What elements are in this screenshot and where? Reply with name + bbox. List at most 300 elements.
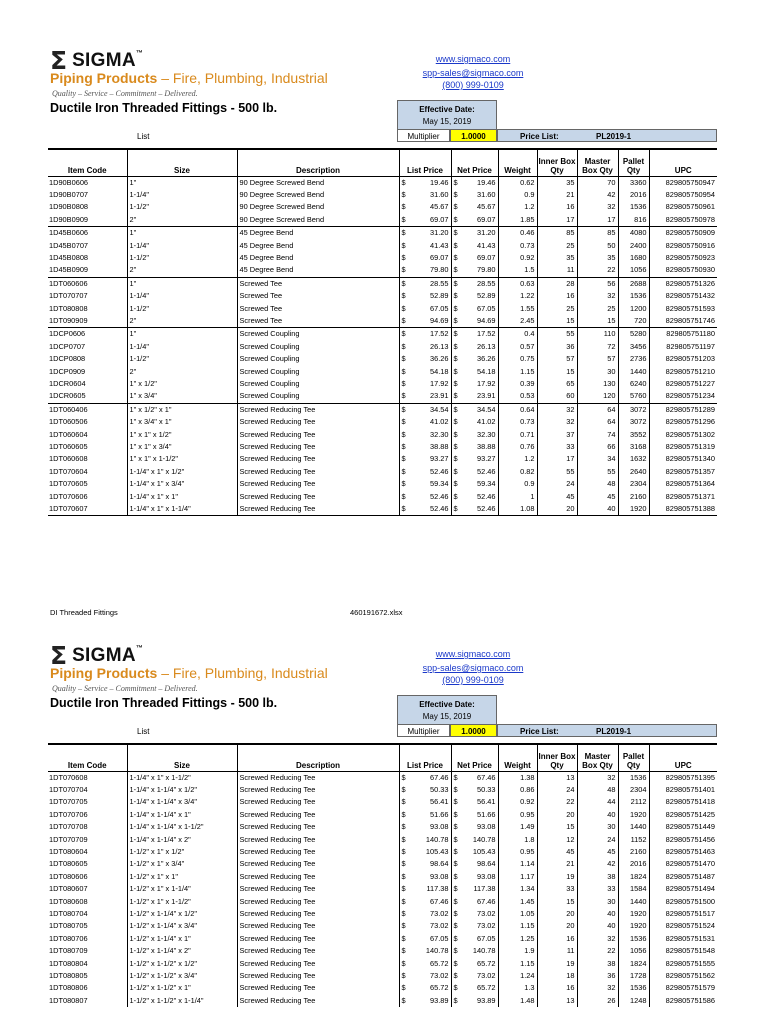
price-value: 34.54 [430, 404, 449, 414]
price-value: 23.91 [477, 391, 496, 401]
cell-inner-box-qty: 65 [537, 378, 577, 390]
currency-symbol: $ [453, 442, 458, 452]
cell-pallet-qty: 2688 [618, 277, 649, 290]
price-value: 28.55 [477, 278, 496, 288]
cell-description: Screwed Reducing Tee [237, 784, 399, 796]
cell-pallet-qty: 1824 [618, 871, 649, 883]
col-header-weight: Weight [498, 149, 537, 176]
currency-symbol: $ [401, 822, 406, 832]
table-row [48, 353, 717, 365]
cell-description: Screwed Reducing Tee [237, 995, 399, 1007]
cell-inner-box-qty: 35 [537, 252, 577, 264]
cell-inner-box-qty: 11 [537, 945, 577, 957]
table-row [48, 821, 717, 833]
cell-inner-box-qty: 15 [537, 366, 577, 378]
cell-description: Screwed Coupling [237, 328, 399, 341]
multiplier-value[interactable]: 1.0000 [450, 129, 497, 142]
price-value: 26.13 [430, 341, 449, 351]
cell-upc: 829805750947 [649, 176, 717, 189]
price-value: 67.46 [477, 896, 496, 906]
cell-weight: 0.82 [498, 466, 537, 478]
cell-list-price [399, 846, 451, 858]
cell-upc: 829805751302 [649, 429, 717, 441]
currency-symbol: $ [453, 896, 458, 906]
table-row [48, 176, 717, 189]
cell-size: 1-1/2" x 1-1/4" x 2" [127, 945, 237, 957]
cell-master-box-qty: 32 [577, 290, 618, 302]
cell-upc: 829805751456 [649, 834, 717, 846]
col-header-weight: Weight [498, 744, 537, 771]
currency-symbol: $ [401, 834, 406, 844]
cell-upc: 829805751326 [649, 277, 717, 290]
cell-size: 1-1/4" x 1-1/4" x 2" [127, 834, 237, 846]
cell-item-code: 1DT070704 [49, 784, 88, 794]
cell-master-box-qty: 64 [577, 416, 618, 428]
cell-size: 1" x 1/2" [127, 378, 237, 390]
price-value: 32.30 [430, 429, 449, 439]
phone-link[interactable]: (800) 999-0109 [442, 80, 504, 90]
table-row [48, 945, 717, 957]
cell-net-price [451, 303, 498, 315]
cell-pallet-qty: 2304 [618, 478, 649, 490]
cell-list-price [399, 858, 451, 870]
cell-description: Screwed Reducing Tee [237, 821, 399, 833]
price-value: 59.34 [430, 479, 449, 489]
cell-list-price [399, 871, 451, 883]
cell-size: 1-1/2" x 1-1/4" x 3/4" [127, 920, 237, 932]
cell-weight: 0.4 [498, 328, 537, 341]
cell-net-price [451, 466, 498, 478]
cell-upc: 829805751463 [649, 846, 717, 858]
price-value: 73.02 [477, 971, 496, 980]
price-value: 79.80 [430, 265, 449, 275]
table-header-row [48, 149, 717, 176]
table-row [48, 933, 717, 945]
cell-master-box-qty: 22 [577, 264, 618, 277]
cell-list-price [399, 378, 451, 390]
cell-net-price [451, 958, 498, 970]
currency-symbol: $ [401, 933, 406, 943]
trademark: ™ [135, 645, 144, 652]
table-row [48, 264, 717, 277]
cell-weight: 1.45 [498, 896, 537, 908]
price-list-value: PL2019-1 [596, 132, 632, 141]
currency-symbol: $ [453, 202, 458, 212]
currency-symbol: $ [453, 291, 458, 301]
currency-symbol: $ [453, 504, 458, 514]
cell-master-box-qty: 44 [577, 796, 618, 808]
cell-master-box-qty: 17 [577, 214, 618, 227]
table-row [48, 846, 717, 858]
currency-symbol: $ [453, 417, 458, 427]
cell-description: Screwed Reducing Tee [237, 920, 399, 932]
cell-description: 90 Degree Screwed Bend [237, 189, 399, 201]
product-line-rest: – Fire, Plumbing, Industrial [157, 70, 328, 86]
cell-item-code: 1DT070608 [49, 772, 88, 782]
cell-description: Screwed Coupling [237, 366, 399, 378]
currency-symbol: $ [401, 466, 406, 476]
currency-symbol: $ [453, 366, 458, 376]
cell-item-code: 1DT060406 [48, 403, 127, 416]
price-value: 105.43 [472, 846, 496, 856]
cell-net-price [451, 264, 498, 277]
document-title: Ductile Iron Threaded Fittings - 500 lb. [50, 101, 278, 115]
currency-symbol: $ [453, 958, 458, 968]
cell-list-price [399, 995, 451, 1007]
cell-item-code: 1DT080706 [49, 933, 88, 943]
currency-symbol: $ [401, 958, 406, 968]
cell-master-box-qty: 15 [577, 315, 618, 328]
currency-symbol: $ [453, 228, 458, 238]
cell-size: 2" [127, 366, 237, 378]
price-value: 45.67 [430, 202, 449, 212]
cell-weight: 0.9 [498, 478, 537, 490]
price-value: 17.92 [430, 379, 449, 388]
currency-symbol: $ [401, 491, 406, 501]
currency-symbol: $ [401, 265, 406, 275]
price-value: 93.89 [430, 995, 449, 1005]
cell-description: Screwed Reducing Tee [237, 933, 399, 945]
currency-symbol: $ [453, 354, 458, 364]
product-line [50, 70, 328, 86]
cell-upc: 829805750961 [649, 201, 717, 213]
multiplier-value[interactable]: 1.0000 [450, 724, 497, 737]
effective-date-value: May 15, 2019 [422, 712, 472, 721]
cell-size: 1" x 1" x 1/2" [127, 429, 237, 441]
cell-pallet-qty: 1920 [618, 503, 649, 516]
cell-list-price [399, 883, 451, 895]
currency-symbol: $ [401, 354, 406, 364]
cell-net-price [451, 353, 498, 365]
price-value: 67.05 [477, 303, 496, 313]
cell-master-box-qty: 42 [577, 858, 618, 870]
cell-description: Screwed Reducing Tee [237, 771, 399, 784]
cell-pallet-qty: 1728 [618, 970, 649, 982]
cell-master-box-qty: 22 [577, 945, 618, 957]
currency-symbol: $ [401, 846, 406, 856]
price-value: 93.08 [430, 822, 449, 832]
cell-inner-box-qty: 60 [537, 390, 577, 403]
cell-description: Screwed Reducing Tee [237, 858, 399, 870]
col-header-size: Size [127, 744, 237, 771]
cell-item-code: 1DT070606 [49, 491, 88, 501]
price-value: 73.02 [477, 908, 496, 918]
cell-inner-box-qty: 16 [537, 201, 577, 213]
table-row [48, 982, 717, 994]
cell-item-code: 1DT070708 [49, 822, 88, 832]
cell-upc: 829805751234 [649, 390, 717, 403]
currency-symbol: $ [401, 971, 406, 980]
col-header-inner-box-qty: Inner Box Qty [537, 149, 577, 176]
col-header-inner-box-qty: Inner Box Qty [537, 744, 577, 771]
cell-weight: 0.86 [498, 784, 537, 796]
cell-inner-box-qty: 45 [537, 846, 577, 858]
cell-pallet-qty: 1536 [618, 933, 649, 945]
table-row [48, 441, 717, 453]
price-value: 93.08 [477, 822, 496, 832]
price-value: 38.88 [477, 442, 496, 452]
cell-pallet-qty: 3168 [618, 441, 649, 453]
cell-pallet-qty: 2016 [618, 189, 649, 201]
cell-inner-box-qty: 33 [537, 883, 577, 895]
price-value: 52.46 [430, 491, 449, 501]
company-name: SIGMA [72, 50, 136, 71]
cell-net-price [451, 796, 498, 808]
currency-symbol: $ [401, 379, 406, 388]
cell-master-box-qty: 30 [577, 821, 618, 833]
cell-upc: 829805751203 [649, 353, 717, 365]
col-header-master-box-qty: Master Box Qty [577, 149, 618, 176]
currency-symbol: $ [401, 859, 406, 869]
cell-item-code: 1DT060506 [49, 417, 88, 427]
cell-list-price [399, 466, 451, 478]
cell-upc: 829805751500 [649, 896, 717, 908]
col-header-master-box-qty: Master Box Qty [577, 744, 618, 771]
cell-item-code: 1DT080604 [49, 846, 88, 856]
cell-item-code: 1DT080808 [49, 303, 88, 313]
cell-description: Screwed Tee [237, 315, 399, 328]
cell-pallet-qty: 4080 [618, 227, 649, 240]
table-row [48, 771, 717, 784]
cell-size: 1" x 1" x 3/4" [127, 441, 237, 453]
price-value: 17.92 [477, 379, 496, 388]
cell-size: 1-1/2" x 1" x 1-1/4" [127, 883, 237, 895]
price-table [48, 148, 717, 516]
cell-inner-box-qty: 17 [537, 453, 577, 465]
cell-list-price [399, 303, 451, 315]
cell-list-price [399, 366, 451, 378]
price-value: 32.30 [477, 429, 496, 439]
cell-description: Screwed Coupling [237, 378, 399, 390]
price-value: 52.89 [430, 291, 449, 301]
cell-weight: 0.46 [498, 227, 537, 240]
cell-pallet-qty: 1680 [618, 252, 649, 264]
cell-description: Screwed Reducing Tee [237, 945, 399, 957]
table-row [48, 858, 717, 870]
cell-upc: 829805750909 [649, 227, 717, 240]
currency-symbol: $ [453, 946, 458, 956]
cell-master-box-qty: 55 [577, 466, 618, 478]
cell-master-box-qty: 40 [577, 908, 618, 920]
cell-list-price [399, 784, 451, 796]
currency-symbol: $ [453, 797, 458, 807]
cell-inner-box-qty: 13 [537, 995, 577, 1007]
cell-list-price [399, 809, 451, 821]
cell-description: 45 Degree Bend [237, 264, 399, 277]
price-value: 41.02 [430, 417, 449, 427]
sigma-logo [50, 46, 144, 75]
cell-master-box-qty: 70 [577, 176, 618, 189]
cell-description: Screwed Tee [237, 290, 399, 302]
price-value: 65.72 [477, 983, 496, 993]
cell-size: 1" x 1" x 1-1/2" [127, 453, 237, 465]
cell-item-code: 1DT080709 [49, 946, 88, 956]
col-header-description: Description [237, 744, 399, 771]
cell-item-code: 1DCP0707 [49, 341, 86, 351]
cell-weight: 1.34 [498, 883, 537, 895]
product-line-strong: Piping Products [50, 70, 158, 86]
cell-size: 1-1/2" x 1-1/2" x 1/2" [127, 958, 237, 970]
email-link[interactable]: spp-sales@sigmaco.com [422, 68, 524, 78]
cell-inner-box-qty: 32 [537, 416, 577, 428]
cell-item-code: 1DCP0808 [49, 354, 86, 364]
cell-master-box-qty: 120 [577, 390, 618, 403]
cell-upc: 829805751531 [649, 933, 717, 945]
cell-description: 45 Degree Bend [237, 240, 399, 252]
cell-inner-box-qty: 20 [537, 809, 577, 821]
price-value: 93.27 [477, 454, 496, 464]
cell-pallet-qty: 1824 [618, 958, 649, 970]
cell-list-price [399, 416, 451, 428]
currency-symbol: $ [453, 859, 458, 869]
cell-weight: 0.95 [498, 846, 537, 858]
cell-net-price [451, 441, 498, 453]
cell-item-code: 1DT080704 [49, 908, 88, 918]
website-link[interactable]: www.sigmaco.com [435, 54, 511, 64]
cell-size: 2" [127, 315, 237, 328]
cell-size: 1" x 3/4" x 1" [127, 416, 237, 428]
currency-symbol: $ [401, 946, 406, 956]
cell-upc: 829805751364 [649, 478, 717, 490]
cell-upc: 829805751227 [649, 378, 717, 390]
col-header-upc: UPC [649, 744, 717, 771]
currency-symbol: $ [401, 809, 406, 819]
currency-symbol: $ [453, 404, 458, 414]
price-value: 117.38 [426, 884, 449, 894]
cell-description: Screwed Reducing Tee [237, 871, 399, 883]
cell-description: Screwed Reducing Tee [237, 846, 399, 858]
cell-item-code: 1DCR0604 [49, 379, 86, 388]
table-row [48, 403, 717, 416]
cell-master-box-qty: 66 [577, 441, 618, 453]
price-list-box [497, 129, 717, 142]
cell-item-code: 1DT080606 [49, 871, 88, 881]
cell-list-price [399, 240, 451, 252]
price-value: 54.18 [430, 366, 449, 376]
table-row [48, 453, 717, 465]
cell-size: 1-1/2" x 1" x 1" [127, 871, 237, 883]
phone-link[interactable]: (800) 999-0109 [442, 675, 504, 685]
price-value: 94.69 [477, 315, 496, 325]
cell-item-code: 1DT070607 [48, 503, 127, 516]
cell-net-price [451, 883, 498, 895]
email-link[interactable]: spp-sales@sigmaco.com [422, 663, 524, 673]
cell-description: Screwed Reducing Tee [237, 466, 399, 478]
cell-size: 1-1/4" x 1-1/4" x 1/2" [127, 784, 237, 796]
cell-size: 1-1/4" x 1-1/4" x 1-1/2" [127, 821, 237, 833]
cell-list-price [399, 908, 451, 920]
price-list-label: Price List: [520, 727, 559, 736]
price-value: 67.05 [430, 303, 449, 313]
cell-size: 1" x 3/4" [127, 390, 237, 403]
cell-upc: 829805750978 [649, 214, 717, 227]
currency-symbol: $ [453, 908, 458, 918]
cell-inner-box-qty: 13 [537, 771, 577, 784]
cell-inner-box-qty: 85 [537, 227, 577, 240]
currency-symbol: $ [401, 303, 406, 313]
sigma-logo [50, 641, 144, 670]
cell-inner-box-qty: 33 [537, 441, 577, 453]
cell-weight: 0.75 [498, 353, 537, 365]
cell-description: Screwed Reducing Tee [237, 883, 399, 895]
table-row [48, 796, 717, 808]
cell-pallet-qty: 1920 [618, 908, 649, 920]
cell-upc: 829805751357 [649, 466, 717, 478]
cell-description: Screwed Reducing Tee [237, 478, 399, 490]
document-title: Ductile Iron Threaded Fittings - 500 lb. [50, 696, 278, 710]
cell-size: 1" x 1/2" x 1" [127, 403, 237, 416]
price-value: 19.46 [477, 177, 496, 187]
effective-date-value: May 15, 2019 [422, 117, 472, 126]
price-value: 28.55 [430, 278, 449, 288]
table-row [48, 834, 717, 846]
cell-inner-box-qty: 16 [537, 982, 577, 994]
cell-upc: 829805750916 [649, 240, 717, 252]
currency-symbol: $ [453, 995, 458, 1005]
cell-size: 1-1/2" x 1" x 3/4" [127, 858, 237, 870]
currency-symbol: $ [453, 429, 458, 439]
cell-pallet-qty: 2112 [618, 796, 649, 808]
price-value: 140.78 [472, 946, 496, 956]
cell-weight: 0.73 [498, 240, 537, 252]
cell-size: 1-1/2" x 1-1/2" x 1-1/4" [127, 995, 237, 1007]
cell-master-box-qty: 42 [577, 189, 618, 201]
cell-master-box-qty: 36 [577, 970, 618, 982]
cell-upc: 829805750923 [649, 252, 717, 264]
cell-list-price [399, 834, 451, 846]
cell-net-price [451, 871, 498, 883]
cell-master-box-qty: 50 [577, 240, 618, 252]
cell-master-box-qty: 57 [577, 353, 618, 365]
cell-pallet-qty: 2160 [618, 491, 649, 503]
cell-description: Screwed Reducing Tee [237, 958, 399, 970]
cell-item-code: 1DT080805 [49, 971, 88, 980]
cell-list-price [399, 429, 451, 441]
cell-upc: 829805751210 [649, 366, 717, 378]
website-link[interactable]: www.sigmaco.com [435, 649, 511, 659]
price-value: 65.72 [477, 958, 496, 968]
cell-description: 90 Degree Screwed Bend [237, 201, 399, 213]
cell-item-code: 1DT080806 [49, 983, 88, 993]
cell-weight: 1.05 [498, 908, 537, 920]
currency-symbol: $ [401, 228, 406, 238]
cell-weight: 1.9 [498, 945, 537, 957]
price-value: 52.89 [477, 291, 496, 301]
cell-inner-box-qty: 21 [537, 189, 577, 201]
product-line-strong: Piping Products [50, 665, 158, 681]
cell-size: 1-1/4" x 1" x 3/4" [127, 478, 237, 490]
currency-symbol: $ [401, 189, 406, 199]
price-value: 31.60 [477, 189, 496, 199]
cell-master-box-qty: 25 [577, 303, 618, 315]
cell-master-box-qty: 35 [577, 252, 618, 264]
price-value: 79.80 [477, 265, 496, 275]
cell-net-price [451, 453, 498, 465]
cell-list-price [399, 896, 451, 908]
cell-item-code: 1DT080705 [49, 921, 88, 931]
cell-size: 1-1/4" [127, 341, 237, 353]
cell-item-code: 1DCR0605 [49, 391, 86, 401]
sigma-logo-icon: Σ [50, 46, 68, 75]
currency-symbol: $ [401, 278, 406, 288]
price-value: 73.02 [430, 908, 449, 918]
currency-symbol: $ [453, 379, 458, 388]
price-value: 93.08 [477, 871, 496, 881]
cell-weight: 1.25 [498, 933, 537, 945]
currency-symbol: $ [401, 479, 406, 489]
currency-symbol: $ [453, 479, 458, 489]
table-row [48, 809, 717, 821]
